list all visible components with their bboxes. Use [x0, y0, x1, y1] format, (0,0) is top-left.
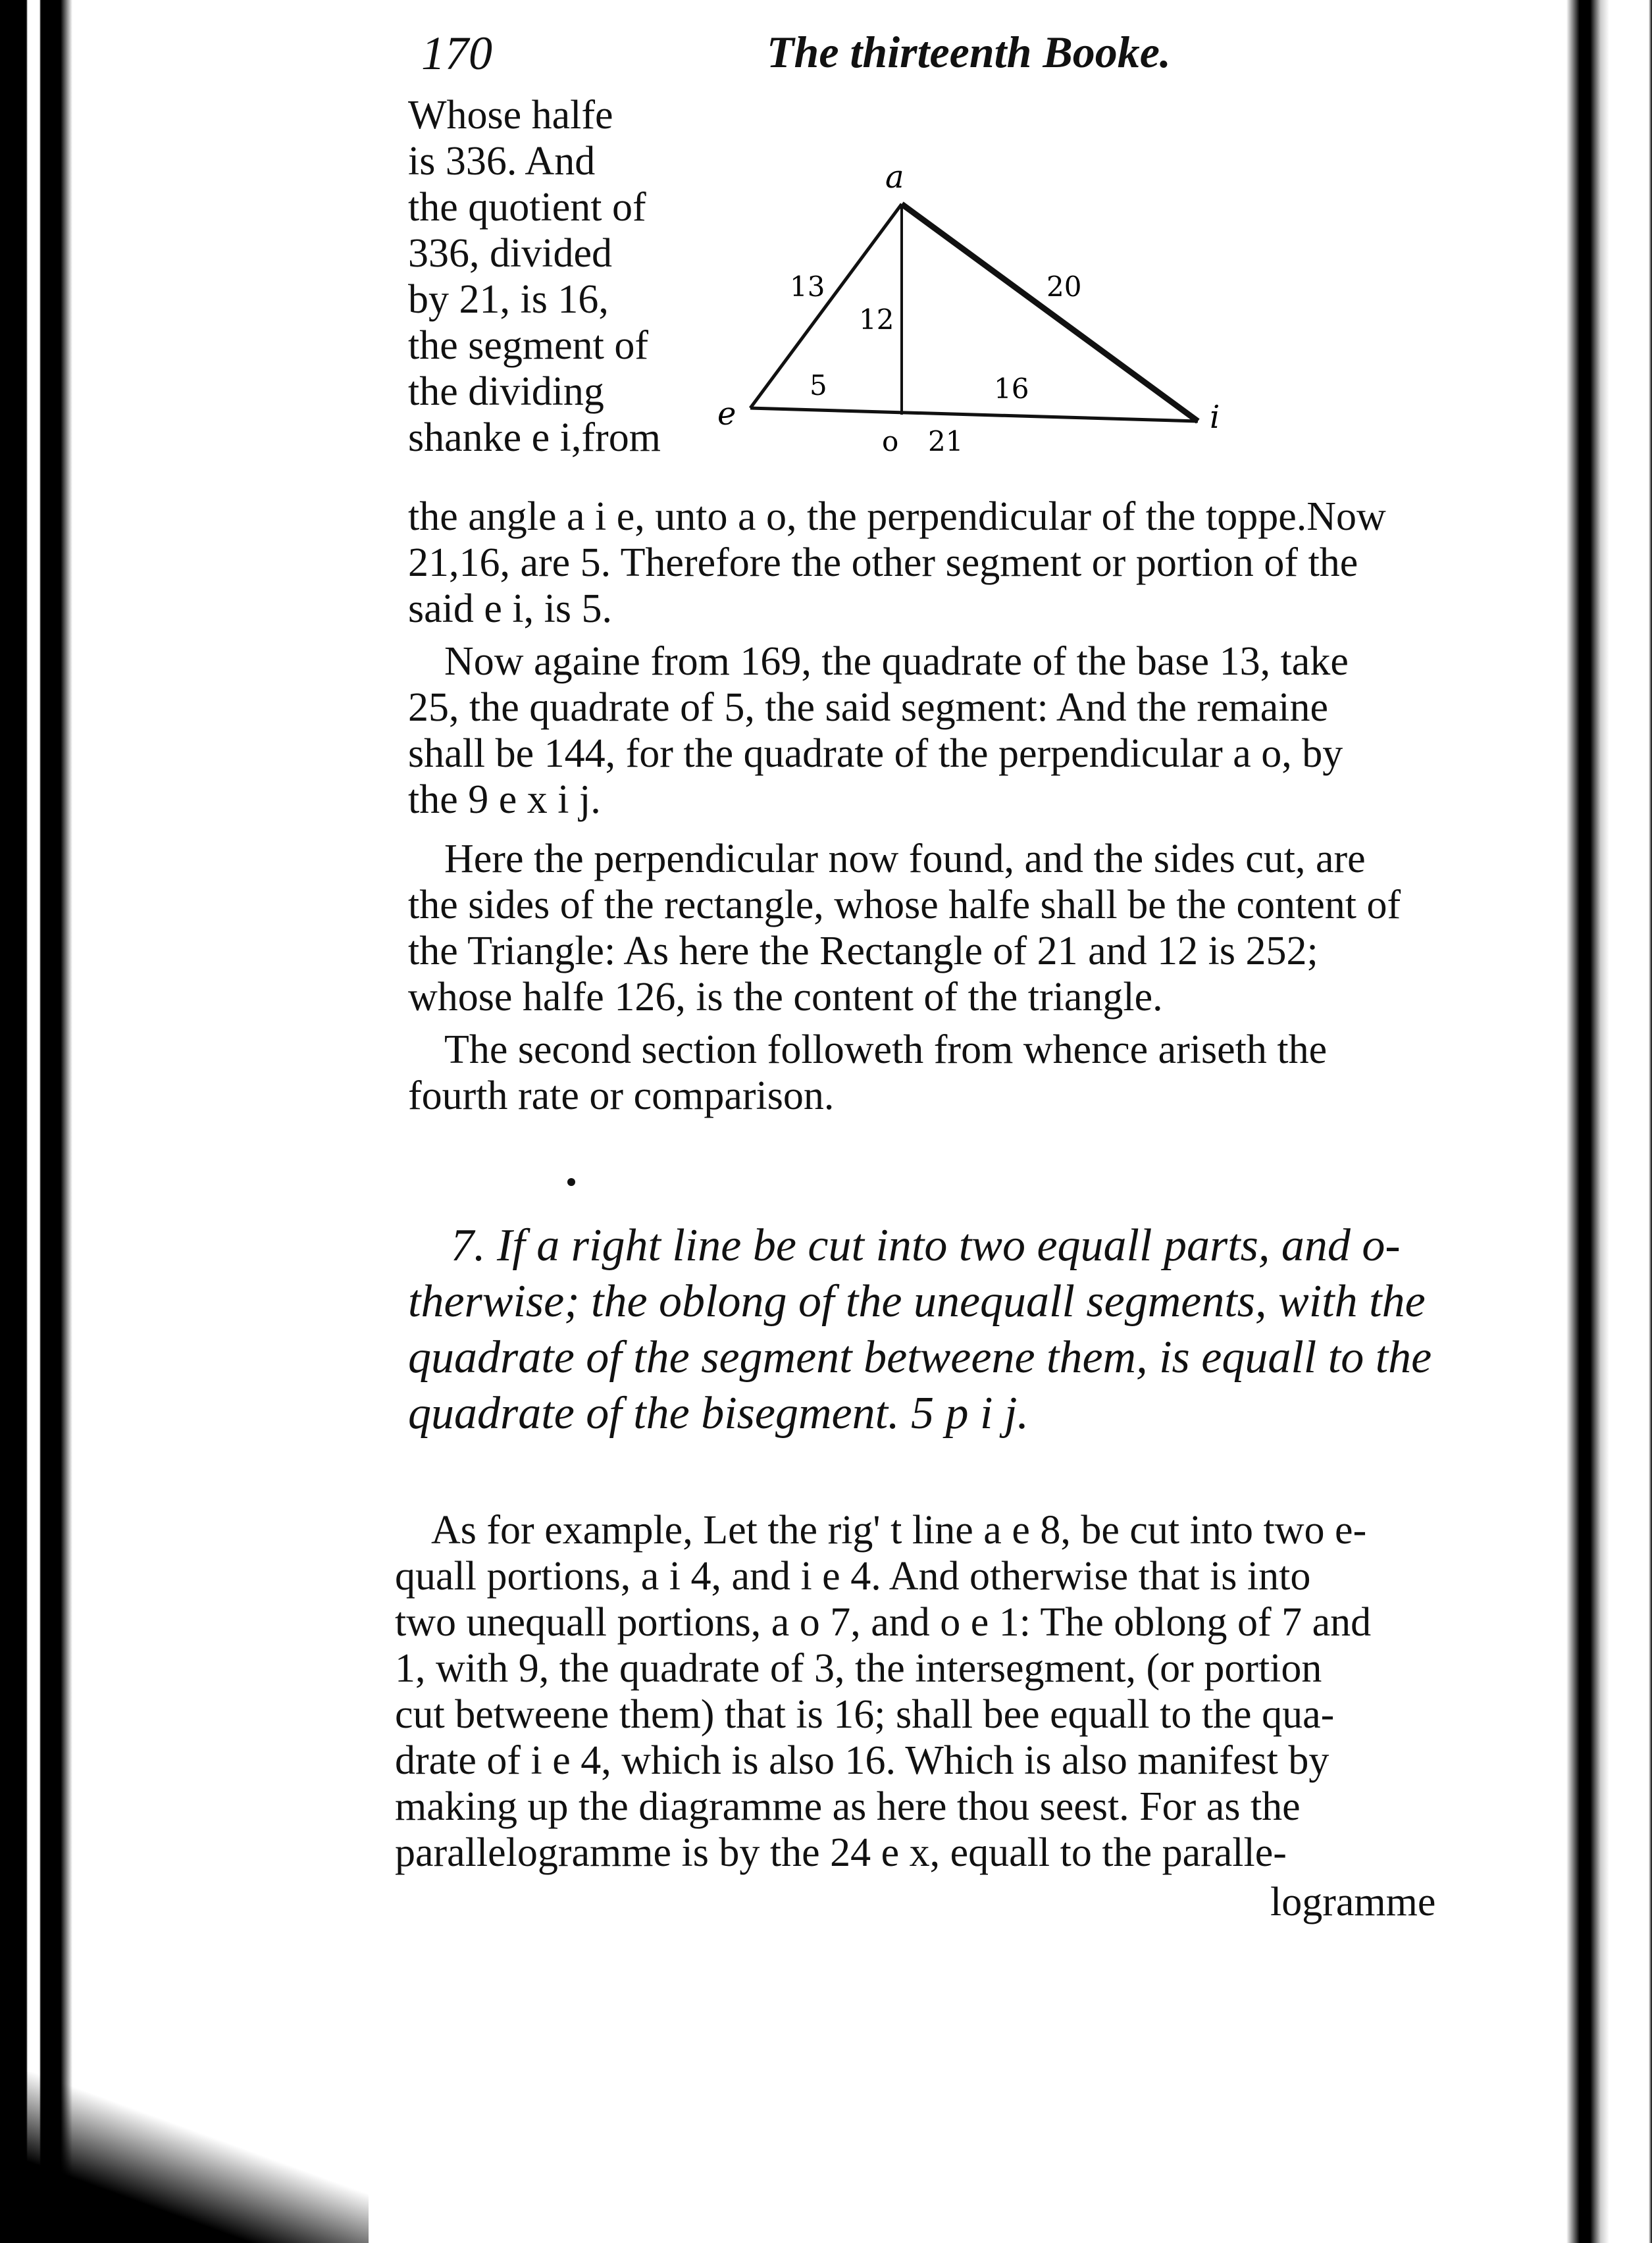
- text-line: the 9 e x i j.: [408, 777, 601, 822]
- page-edge-right: [1527, 0, 1652, 2243]
- side-length-ae: 13: [790, 271, 825, 303]
- vertex-label-a: a: [885, 159, 904, 195]
- catchword: logramme: [1270, 1880, 1436, 1924]
- triangle-base: [750, 408, 1198, 421]
- text-line: drate of i e 4, which is also 16. Which is also manifest by: [395, 1738, 1329, 1783]
- text-line: 25, the quadrate of 5, the said segment: And the remaine: [408, 685, 1329, 730]
- text-line: making up the diagramme as here thou seest. For as the: [395, 1784, 1301, 1829]
- paragraph: [408, 1027, 1487, 1119]
- text-line: fourth rate or comparison.: [408, 1073, 835, 1118]
- text-line: Here the perpendicular now found, and the sides cut, are: [444, 837, 1366, 881]
- paragraph: [395, 1507, 1474, 1876]
- text-line: the angle a i e, unto a o, the perpendicular of the toppe.Now: [408, 494, 1386, 539]
- text-line: shall be 144, for the quadrate of the perpendicular a o, by: [408, 731, 1343, 776]
- running-head: [421, 26, 1224, 92]
- text-line: shanke e i,from: [408, 415, 661, 460]
- text-line: said e i, is 5.: [408, 586, 612, 631]
- text-line: therwise; the oblong of the unequall segments, with the: [408, 1276, 1426, 1327]
- text-line: the Triangle: As here the Rectangle of 21 and 12 is 252;: [408, 929, 1318, 973]
- foot-label-o: o: [882, 425, 899, 457]
- base-value: 21: [928, 425, 964, 457]
- text-line: the sides of the rectangle, whose halfe shall be the content of: [408, 883, 1401, 927]
- text-line: is 336. And: [408, 139, 596, 184]
- paragraph: [408, 494, 1487, 632]
- text-line: quadrate of the segment betweene them, is equall to the: [408, 1332, 1432, 1383]
- segment-eo: 5: [810, 369, 827, 401]
- text-line: whose halfe 126, is the content of the triangle.: [408, 975, 1163, 1019]
- text-line: The second section followeth from whence ariseth the: [444, 1027, 1328, 1072]
- intro-column: [408, 92, 711, 461]
- scan-shadow: [0, 2072, 369, 2243]
- text-line: cut betweene them) that is 16; shall bee equall to the qua-: [395, 1692, 1335, 1737]
- text-line: parallelogramme is by the 24 e x, equall to the paralle-: [395, 1830, 1287, 1875]
- vertex-label-i: i: [1210, 399, 1220, 436]
- segment-oi: 16: [994, 373, 1029, 405]
- text-line: two unequall portions, a o 7, and o e 1: The oblong of 7 and: [395, 1600, 1372, 1645]
- text-line: 7. If a right line be cut into two equall parts, and o-: [451, 1220, 1401, 1271]
- proposition: [408, 1218, 1487, 1441]
- text-line: the dividing: [408, 369, 604, 414]
- text-line: Whose halfe: [408, 93, 613, 138]
- ink-speck: [567, 1178, 575, 1186]
- page-number: 170: [421, 27, 492, 80]
- triangle-figure: [711, 158, 1251, 467]
- paragraph: [408, 638, 1487, 823]
- text-line: by 21, is 16,: [408, 277, 609, 322]
- text-line: 336, divided: [408, 231, 612, 276]
- vertex-label-e: e: [717, 396, 736, 432]
- triangle-diagram: [711, 158, 1251, 467]
- book-title: The thirteenth Booke.: [767, 27, 1171, 77]
- text-line: quadrate of the bisegment. 5 p i j.: [408, 1388, 1029, 1439]
- text-line: As for example, Let the rig' t line a e 8, be cut into two e-: [431, 1508, 1367, 1553]
- text-line: quall portions, a i 4, and i e 4. And otherwise that is into: [395, 1554, 1311, 1599]
- page-edge-left: [0, 0, 79, 2243]
- paragraph: [408, 836, 1487, 1020]
- text-line: the segment of: [408, 323, 649, 368]
- side-length-ai: 20: [1046, 271, 1082, 303]
- height-value: 12: [859, 303, 894, 336]
- triangle-side-ai: [902, 204, 1198, 421]
- text-line: Now againe from 169, the quadrate of the base 13, take: [444, 639, 1349, 684]
- text-line: the quotient of: [408, 185, 646, 230]
- text-line: 21,16, are 5. Therefore the other segment or portion of the: [408, 540, 1358, 585]
- text-line: 1, with 9, the quadrate of 3, the intersegment, (or portion: [395, 1646, 1322, 1691]
